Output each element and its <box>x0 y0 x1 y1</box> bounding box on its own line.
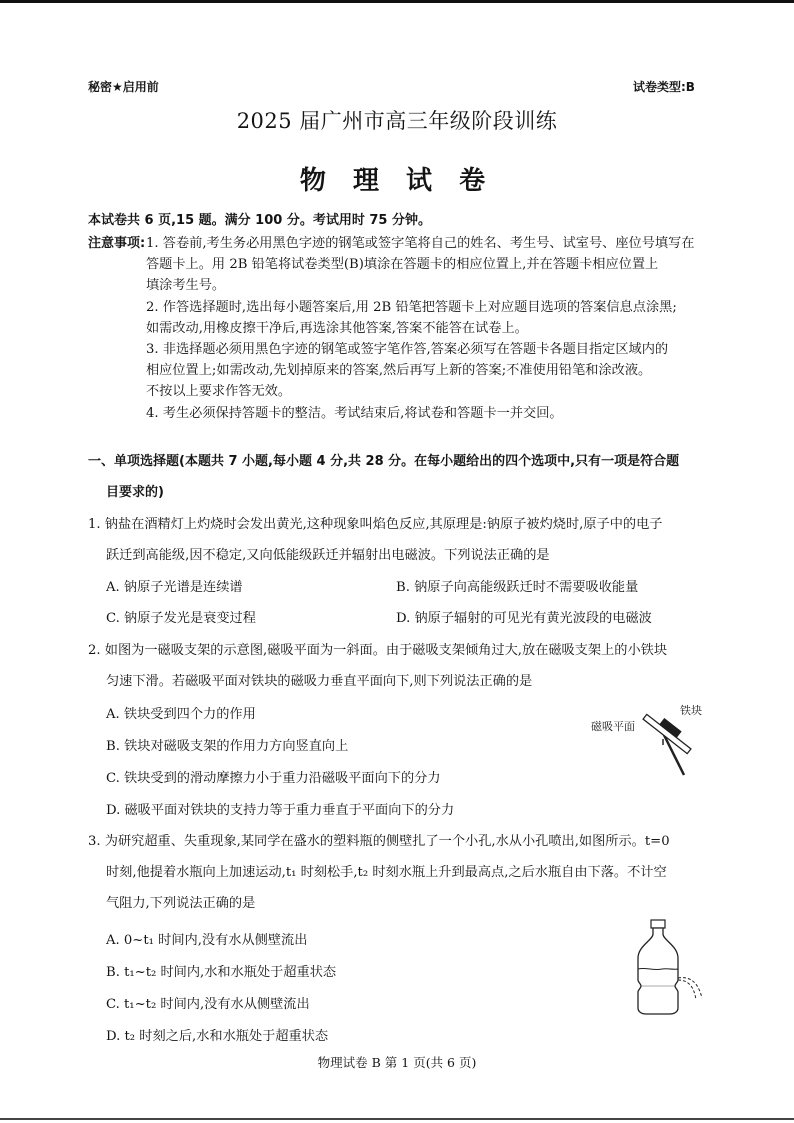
note-line: 2. 作答选择题时,选出每小题答案后,用 2B 铅笔把答题卡上对应题目选项的答案信息点涂黑; <box>146 300 677 315</box>
q3-stem: 时刻,他提着水瓶向上加速运动,t₁ 时刻松手,t₂ 时刻水瓶上升到最高点,之后水瓶自由下落。不计空 <box>106 865 667 880</box>
q2-option-a: A. 铁块受到四个力的作用 <box>106 707 256 722</box>
q1-stem: 跃迁到高能级,因不稳定,又向低能级跃迁并辐射出电磁波。下列说法正确的是 <box>106 548 550 563</box>
q2-stem: 2. 如图为一磁吸支架的示意图,磁吸平面为一斜面。由于磁吸支架倾角过大,放在磁吸支架上的小铁块 <box>88 643 668 658</box>
bottle-body <box>638 928 678 1014</box>
q3-option-c: C. t₁~t₂ 时间内,没有水从侧壁流出 <box>106 997 310 1012</box>
bottom-border <box>0 1118 794 1120</box>
bottle-cap <box>651 920 665 928</box>
subject-title: 物 理 试 卷 <box>299 166 495 196</box>
q1-option-a: A. 钠原子光谱是连续谱 <box>106 580 243 595</box>
note-line: 3. 非选择题必须用黑色字迹的钢笔或签字笔作答,答案必须写在答题卡各题目指定区域内的 <box>146 342 669 357</box>
exam-info: 本试卷共 6 页,15 题。满分 100 分。考试用时 75 分钟。 <box>88 213 431 228</box>
water-jet <box>678 978 702 998</box>
q3-option-a: A. 0~t₁ 时间内,没有水从侧壁流出 <box>106 933 308 948</box>
note-line: 不按以上要求作答无效。 <box>146 384 292 399</box>
q1-option-d: D. 钠原子辐射的可见光有黄光波段的电磁波 <box>396 611 652 626</box>
confidential-mark: 秘密★启用前 <box>88 80 159 94</box>
page-footer: 物理试卷 B 第 1 页(共 6 页) <box>317 1055 477 1070</box>
q2-option-b: B. 铁块对磁吸支架的作用力方向竖直向上 <box>106 739 349 754</box>
q3-stem: 气阻力,下列说法正确的是 <box>106 896 256 911</box>
section-heading-cont: 目要求的) <box>106 485 164 500</box>
note-line: 答题卡上。用 2B 铅笔将试卷类型(B)填涂在答题卡的相应位置上,并在答题卡相应位置上 <box>146 257 659 272</box>
q3-option-d: D. t₂ 时刻之后,水和水瓶处于超重状态 <box>106 1029 329 1044</box>
top-border <box>0 0 794 3</box>
q1-option-b: B. 钠原子向高能级跃迁时不需要吸收能量 <box>396 580 639 595</box>
note-line: 填涂考生号。 <box>146 278 226 293</box>
water-jet <box>678 980 696 1000</box>
magnetic-holder-figure <box>585 697 715 777</box>
notes-label: 注意事项: <box>88 236 146 251</box>
section-heading: 一、单项选择题(本题共 7 小题,每小题 4 分,共 28 分。在每小题给出的四个选项中,只有一项是符合题 <box>88 454 680 469</box>
q3-stem: 3. 为研究超重、失重现象,某同学在盛水的塑料瓶的侧壁扎了一个小孔,水从小孔喷出,如图所示。t=0 <box>88 834 670 849</box>
block-label: 铁块 <box>680 704 702 717</box>
note-line: 相应位置上;如需改动,先划掉原来的答案,然后再写上新的答案;不准使用铅笔和涂改液。 <box>146 363 652 378</box>
water-bottle-figure <box>632 918 722 1016</box>
q2-option-c: C. 铁块受到的滑动摩擦力小于重力沿磁吸平面向下的分力 <box>106 771 441 786</box>
q1-stem: 1. 钠盐在酒精灯上灼烧时会发出黄光,这种现象叫焰色反应,其原理是:钠原子被灼烧时,原子中的电子 <box>88 517 663 532</box>
plane-label: 磁吸平面 <box>591 720 635 733</box>
q2-stem: 匀速下滑。若磁吸平面对铁块的磁吸力垂直平面向下,则下列说法正确的是 <box>106 674 533 689</box>
paper-type: 试卷类型:B <box>633 80 695 94</box>
note-line: 4. 考生必须保持答题卡的整洁。考试结束后,将试卷和答题卡一并交回。 <box>146 406 563 421</box>
note-line: 1. 答卷前,考生务必用黑色字迹的钢笔或签字笔将自己的姓名、考生号、试室号、座位号填写在 <box>146 236 695 251</box>
note-line: 如需改动,用橡皮擦干净后,再选涂其他答案,答案不能答在试卷上。 <box>146 321 528 336</box>
q3-option-b: B. t₁~t₂ 时间内,水和水瓶处于超重状态 <box>106 965 337 980</box>
q2-option-d: D. 磁吸平面对铁块的支持力等于重力垂直于平面向下的分力 <box>106 803 455 818</box>
q1-option-c: C. 钠原子发光是衰变过程 <box>106 611 256 626</box>
exam-title: 2025 届广州市高三年级阶段训练 <box>236 109 558 133</box>
